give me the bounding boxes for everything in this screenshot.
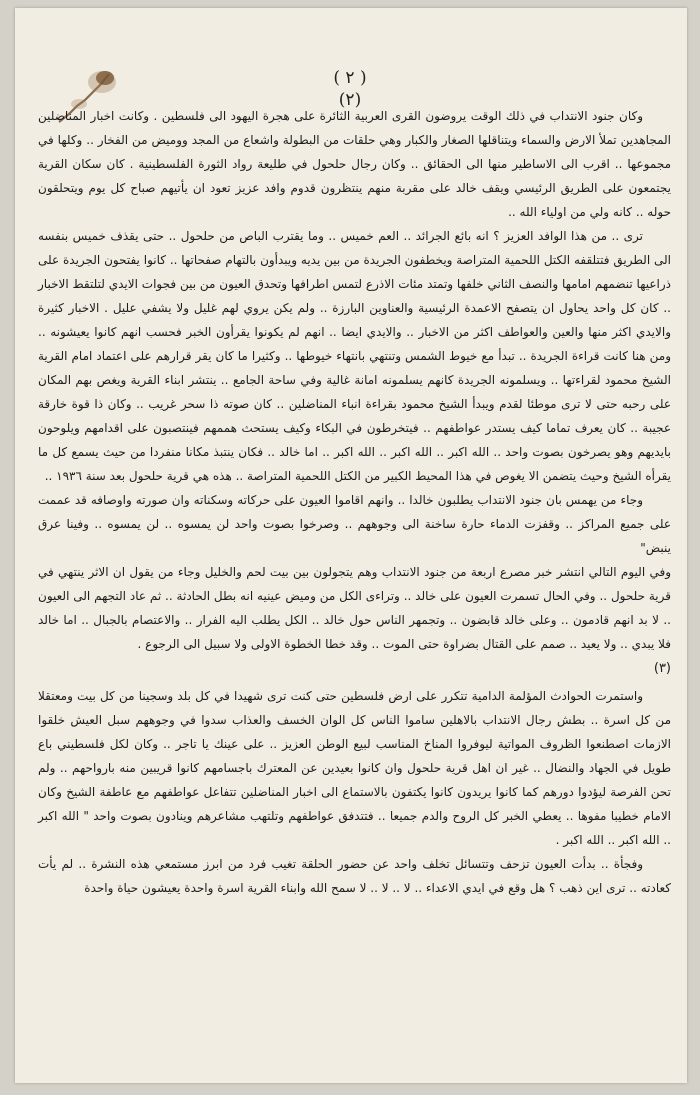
paragraph-3-2: وفجأة .. بدأت العيون تزحف وتتسائل تخلف واحد عن حضور الحلقة تغيب فرد من ابرز مستمعي هذه النشرة .. لم يأت كعادته .. ترى اين ذهب ؟ هل وقع في ايدي الاعداء .. لا .. لا .. لا سمح الله وابناء القرية اسرة واحدة يعيشون حياة واحدة <box>38 857 671 895</box>
paragraph-2-4: وفي اليوم التالي انتشر خبر مصرع اربعة من جنود الانتداب وهم يتجولون بين بيت لحم والخليل وجاء من يقول ان الاثر ينتهي في قرية حلحول .. وفي الحال تسمرت العيون على خالد .. وتراءى الكل من وميض عينيه انه بطل الحادثة .. ثم عاد التجهم الى العيون .. لا بد انهم قادمون .. وعلى خالد قابضون .. وتجمهر الناس حول خالد .. الكل يطلب اليه الفرار .. والاعتصام بالجبال .. اما خالد فلا يبدي .. ولا يعيد .. صمم على القتال بضراوة حتى الموت .. وقد خطا الخطوة الاولى ولا سبيل الى الرجوع . <box>38 565 671 651</box>
paragraph-2-3: وجاء من يهمس بان جنود الانتداب يطلبون خالدا .. وانهم اقاموا العيون على حركاته وسكناته وان صورته واوصافه قد عممت على جميع المراكز .. وقفزت الدماء حارة ساخنة الى وجوههم .. وصرخوا بصوت واحد لن يمسوه .. لن يمسوه .. وفينا عرق ينبض" <box>38 493 671 555</box>
paragraph-2-1: وكان جنود الانتداب في ذلك الوقت يروضون القرى العربية الثائرة على هجرة اليهود الى فلسطين . وكانت اخبار المناضلين المجاهدين تملأ الارض والسماء ويتناقلها الصغار والكبار وهي حلقات من البطولة واشعاع من المجد ووميض من الفخار .. وكلها في مجموعها .. اقرب الى الاساطير منها الى الحقائق .. وكان رجال حلحول في طليعة رواد الثورة الفلسطينية . كان سكان القرية يجتمعون على الطريق الرئيسي ويقف خالد على مقربة منهم ينتظرون قدوم وافد عزيز تعود ان يأتيهم صباح كل يوم ويتحلقون حوله .. كانه ولي من اولياء الله .. <box>38 109 671 219</box>
paragraph-2-2: ترى .. من هذا الوافد العزيز ؟ انه بائع الجرائد .. العم خميس .. وما يقترب الباص من حلحول .. حتى يقذف خميس بنفسه الى الطريق فتتلقفه الكتل اللحمية المتراصة ويخطفون الجريدة من بين يديه ويبدأون بالتهام صفحاتها .. كانوا يفتحون الجريدة على ذراعيها تنضمهم امامها والنصف الثاني خلفها وتمتد مئات الاذرع لتمس اطرافها وتحدق العيون من بين فجوات الايدي لتلتقط الاخبار .. كان كل واحد يحاول ان يتصفح الاعمدة الرئيسية والعناوين البارزة .. ولم يكن يروي لهم غليل ولا يشفي عليل . الاخبار كثيرة والايدي اكثر منها والعين والعواطف اكثر من الاخبار .. والايدي ايضا .. انهم لم يكونوا يقرأون الخبر فحسب انهم كانوا يعيشونه .. ومن هنا كانت قراءة الجريدة .. تبدأ مع خيوط الشمس وتنتهي بانتهاء خيوطها .. وكثيرا ما كان يقر قرارهم على اعتماد امام القرية الشيخ محمود لقراءتها .. ويسلمونه الجريدة كانهم يسلمونه امانة غالية وفي ساحة الجامع .. ينتشر ابناء القرية ويغص بهم المكان على رحبه حتى لا ترى موطئا لقدم ويبدأ الشيخ محمود بقراءة انباء المناضلين .. كان صوته ذا سحر غريب .. وكان ذا قوة خارقة عجيبة .. كان يعرف تماما كيف يستدر عواطفهم .. فيتخرطون في البكاء وكيف يستحث هممهم فينتصبون على اقدامهم ويلوحون بايديهم وهو يصرخون بصوت واحد .. الله اكبر .. الله اكبر .. الله اكبر .. اما خالد .. فكان ينتبذ مكانا منفردا من حيث يسمع كل ما يقرأه الشيخ وحيث يتضمن الا يغوص في هذا المحيط الكبير من الكتل اللحمية المتراصة .. هذه هي قرية حلحول بعد سنة ١٩٣٦ .. <box>38 229 671 483</box>
document-body <box>38 104 671 900</box>
section-number-2: (٢) <box>338 90 362 110</box>
page-number: ( ٢ ) <box>333 68 367 88</box>
section-number-3: (٣) <box>653 661 671 676</box>
paragraph-3-1: واستمرت الحوادث المؤلمة الدامية تتكرر على ارض فلسطين حتى كنت ترى شهيدا في كل بلد وسجينا من كل بيت ومعتقلا من كل اسرة .. بطش رجال الانتداب بالاهلين ساموا الناس كل الوان الخسف والعذاب سدوا في وجوههم سبل العيش خلقوا الازمات اصطنعوا الظروف المواتية ليوفروا المناخ المناسب لبيع الوطن العزيز .. على عينك يا تاجر .. وكان لكل فلسطيني باع طويل في الجهاد والنضال .. غير ان اهل قرية حلحول وان كانوا بعيدين عن المعترك باجسامهم كانوا قريبين منه بارواحهم .. ولم تحن الفرصة ليؤدوا دورهم كما كانوا يريدون كانوا يكتفون بالاستماع الى اخبار المناضلين تتفاعل عواطفهم مع عاطفة الشيخ وكان الامام خطيبا مفوها .. يعطي الخبر كل الروح والدم جميعا .. فتتدفق عواطفهم وتلتهب مشاعرهم وينادون بصوت واحد " الله اكبر .. الله اكبر .. الله اكبر . <box>38 689 671 847</box>
